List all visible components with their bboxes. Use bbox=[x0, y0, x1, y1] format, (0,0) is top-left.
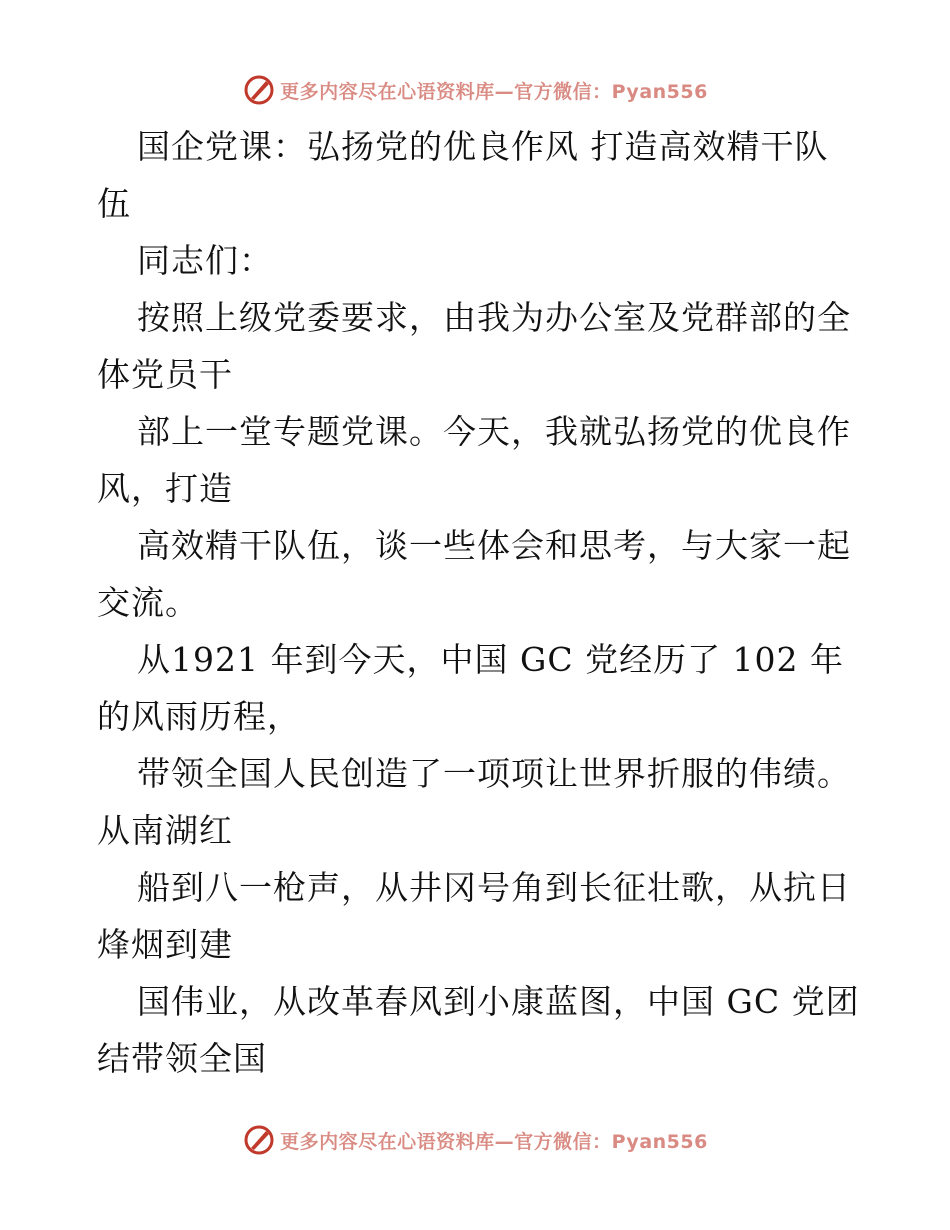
text-line-5: 体党员干 bbox=[97, 355, 233, 394]
footer-watermark bbox=[0, 1122, 950, 1158]
document-body bbox=[97, 118, 860, 1087]
text-line-15: 烽烟到建 bbox=[97, 925, 233, 964]
text-line-11: 的风雨历程， bbox=[97, 697, 301, 736]
text-line-7: 风，打造 bbox=[97, 469, 233, 508]
text-line-1: 国企党课：弘扬党的优良作风 打造高效精干队 bbox=[137, 127, 829, 166]
quill-circle-logo-icon bbox=[242, 1123, 276, 1157]
text-line-2: 伍 bbox=[97, 184, 131, 223]
watermark-text: 更多内容尽在心语资料库—官方微信：Pyan556 bbox=[280, 80, 708, 103]
text-line-14: 船到八一枪声，从井冈号角到长征壮歌，从抗日 bbox=[137, 868, 851, 907]
text-line-17: 结带领全国 bbox=[97, 1039, 267, 1078]
quill-circle-logo-icon bbox=[242, 73, 276, 107]
text-line-12: 带领全国人民创造了一项项让世界折服的伟绩。 bbox=[137, 754, 851, 793]
text-line-8: 高效精干队伍，谈一些体会和思考，与大家一起 bbox=[137, 526, 851, 565]
text-line-10: 从1921 年到今天，中国 GC 党经历了 102 年 bbox=[137, 640, 845, 679]
header-watermark bbox=[0, 72, 950, 108]
text-line-13: 从南湖红 bbox=[97, 811, 233, 850]
text-line-3: 同志们： bbox=[137, 241, 273, 280]
text-line-4: 按照上级党委要求，由我为办公室及党群部的全 bbox=[137, 298, 851, 337]
watermark-text: 更多内容尽在心语资料库—官方微信：Pyan556 bbox=[280, 1130, 708, 1153]
text-line-9: 交流。 bbox=[97, 583, 199, 622]
text-line-6: 部上一堂专题党课。今天，我就弘扬党的优良作 bbox=[137, 412, 851, 451]
text-line-16: 国伟业，从改革春风到小康蓝图，中国 GC 党团 bbox=[137, 982, 860, 1021]
